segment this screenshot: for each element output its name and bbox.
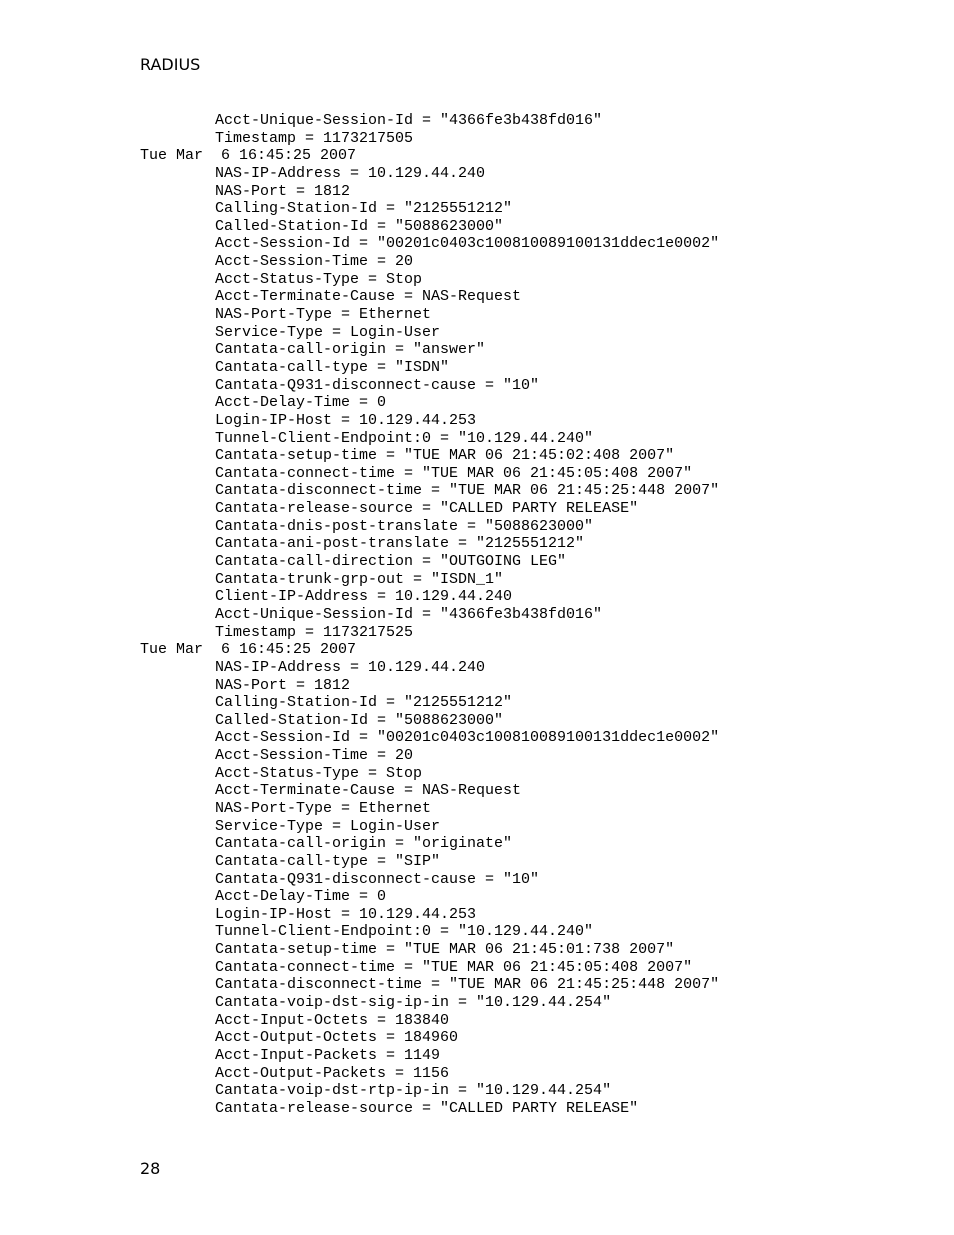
page-number: 28 bbox=[140, 1159, 161, 1178]
log-attribute-line: Cantata-call-type = "SIP" bbox=[215, 852, 441, 870]
log-attribute-line: Called-Station-Id = "5088623000" bbox=[215, 217, 504, 235]
log-attribute-line: Cantata-trunk-grp-out = "ISDN_1" bbox=[215, 570, 504, 588]
log-attribute-line: Login-IP-Host = 10.129.44.253 bbox=[215, 905, 477, 923]
log-attribute-line: Cantata-disconnect-time = "TUE MAR 06 21:45:25:448 2007" bbox=[215, 976, 720, 994]
log-attribute-line: Tunnel-Client-Endpoint:0 = "10.129.44.240" bbox=[215, 923, 594, 941]
log-attribute-line: Acct-Terminate-Cause = NAS-Request bbox=[215, 288, 522, 306]
log-attribute-line: Called-Station-Id = "5088623000" bbox=[215, 711, 504, 729]
log-attribute-line: NAS-Port-Type = Ethernet bbox=[215, 306, 432, 324]
log-attribute-line: Acct-Unique-Session-Id = "4366fe3b438fd016" bbox=[215, 605, 603, 623]
log-attribute-line: Service-Type = Login-User bbox=[215, 817, 441, 835]
log-attribute-line: Cantata-voip-dst-rtp-ip-in = "10.129.44.254" bbox=[215, 1082, 612, 1100]
log-attribute-line: Client-IP-Address = 10.129.44.240 bbox=[215, 588, 513, 606]
log-attribute-line: Cantata-connect-time = "TUE MAR 06 21:45:05:408 2007" bbox=[215, 958, 693, 976]
log-attribute-line: Cantata-release-source = "CALLED PARTY RELEASE" bbox=[215, 500, 639, 518]
log-attribute-line: Acct-Output-Octets = 184960 bbox=[215, 1029, 459, 1047]
log-attribute-line: Cantata-voip-dst-sig-ip-in = "10.129.44.254" bbox=[215, 994, 612, 1012]
log-attribute-line: Cantata-call-origin = "answer" bbox=[215, 341, 486, 359]
log-attribute-line: Cantata-call-origin = "originate" bbox=[215, 835, 513, 853]
log-attribute-line: NAS-Port = 1812 bbox=[215, 676, 351, 694]
log-attribute-line: NAS-IP-Address = 10.129.44.240 bbox=[215, 164, 486, 182]
log-attribute-line: NAS-Port = 1812 bbox=[215, 182, 351, 200]
radius-log-listing bbox=[140, 112, 719, 1118]
log-attribute-line: Acct-Delay-Time = 0 bbox=[215, 888, 387, 906]
log-attribute-line: Cantata-setup-time = "TUE MAR 06 21:45:01:738 2007" bbox=[215, 941, 675, 959]
running-header: RADIUS bbox=[140, 55, 201, 74]
log-attribute-line: Acct-Input-Octets = 183840 bbox=[215, 1011, 450, 1029]
log-attribute-line: Cantata-call-direction = "OUTGOING LEG" bbox=[215, 553, 567, 571]
log-attribute-line: Calling-Station-Id = "2125551212" bbox=[215, 694, 513, 712]
log-attribute-line: Acct-Status-Type = Stop bbox=[215, 764, 423, 782]
log-attribute-line: Timestamp = 1173217525 bbox=[215, 623, 414, 641]
log-attribute-line: Acct-Delay-Time = 0 bbox=[215, 394, 387, 412]
log-attribute-line: Cantata-connect-time = "TUE MAR 06 21:45:05:408 2007" bbox=[215, 464, 693, 482]
log-attribute-line: Cantata-Q931-disconnect-cause = "10" bbox=[215, 376, 540, 394]
log-attribute-line: Cantata-setup-time = "TUE MAR 06 21:45:02:408 2007" bbox=[215, 447, 675, 465]
log-timestamp-line: Tue Mar 6 16:45:25 2007 bbox=[140, 147, 357, 165]
log-attribute-line: Acct-Input-Packets = 1149 bbox=[215, 1046, 441, 1064]
log-attribute-line: NAS-IP-Address = 10.129.44.240 bbox=[215, 658, 486, 676]
log-attribute-line: Cantata-call-type = "ISDN" bbox=[215, 358, 450, 376]
log-attribute-line: Cantata-ani-post-translate = "2125551212" bbox=[215, 535, 585, 553]
log-attribute-line: Service-Type = Login-User bbox=[215, 323, 441, 341]
log-attribute-line: Calling-Station-Id = "2125551212" bbox=[215, 200, 513, 218]
log-attribute-line: Login-IP-Host = 10.129.44.253 bbox=[215, 411, 477, 429]
log-attribute-line: Acct-Output-Packets = 1156 bbox=[215, 1064, 450, 1082]
log-attribute-line: Acct-Session-Time = 20 bbox=[215, 253, 414, 271]
log-attribute-line: Acct-Status-Type = Stop bbox=[215, 270, 423, 288]
log-attribute-line: Timestamp = 1173217505 bbox=[215, 129, 414, 147]
log-attribute-line: NAS-Port-Type = Ethernet bbox=[215, 799, 432, 817]
log-attribute-line: Acct-Unique-Session-Id = "4366fe3b438fd016" bbox=[215, 112, 603, 129]
log-attribute-line: Tunnel-Client-Endpoint:0 = "10.129.44.240" bbox=[215, 429, 594, 447]
log-timestamp-line: Tue Mar 6 16:45:25 2007 bbox=[140, 641, 357, 659]
log-attribute-line: Acct-Terminate-Cause = NAS-Request bbox=[215, 782, 522, 800]
log-attribute-line: Cantata-disconnect-time = "TUE MAR 06 21:45:25:448 2007" bbox=[215, 482, 720, 500]
log-attribute-line: Acct-Session-Id = "00201c0403c100810089100131ddec1e0002" bbox=[215, 729, 720, 747]
log-attribute-line: Cantata-dnis-post-translate = "5088623000" bbox=[215, 517, 594, 535]
log-attribute-line: Acct-Session-Time = 20 bbox=[215, 747, 414, 765]
log-attribute-line: Cantata-release-source = "CALLED PARTY RELEASE" bbox=[215, 1099, 639, 1117]
log-attribute-line: Acct-Session-Id = "00201c0403c100810089100131ddec1e0002" bbox=[215, 235, 720, 253]
log-attribute-line: Cantata-Q931-disconnect-cause = "10" bbox=[215, 870, 540, 888]
